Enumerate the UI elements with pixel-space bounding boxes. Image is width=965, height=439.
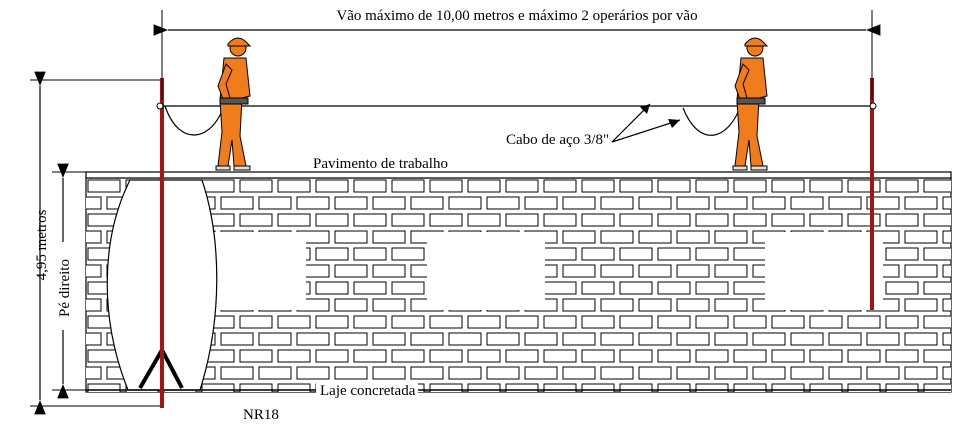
brick [373,367,405,379]
brick [335,197,367,209]
brick [886,248,918,260]
brick [316,316,348,328]
brick [715,299,747,311]
worker-boot-right [234,166,250,170]
brick [848,316,880,328]
brick [715,333,747,345]
brick [88,180,120,192]
brick [392,248,424,260]
brick [506,316,538,328]
brick [430,316,462,328]
brick [696,248,728,260]
worker-harness-belt [220,98,248,104]
brick [69,231,101,243]
brick [696,316,728,328]
brick [905,231,937,243]
brick [943,197,965,209]
brick [316,350,348,362]
brick [848,214,880,226]
brick-wall [69,172,965,396]
brick [848,180,880,192]
brick [639,333,671,345]
ceiling-label: Pé direito [57,259,73,317]
brick [734,350,766,362]
brick [829,197,861,209]
brick [753,367,785,379]
brick [316,248,348,260]
brick [639,197,671,209]
brick [335,231,367,243]
brick [677,231,709,243]
brick [582,180,614,192]
brick [829,333,861,345]
brick [696,282,728,294]
brick [582,214,614,226]
brick [943,265,965,277]
brick [620,248,652,260]
brick [506,180,538,192]
brick [354,214,386,226]
brick [354,248,386,260]
brick [677,265,709,277]
work-floor-slab [86,172,951,178]
cable-anchor-left [157,103,163,109]
brick [487,367,519,379]
brick [259,333,291,345]
brick [316,282,348,294]
brick [373,197,405,209]
brick [791,367,823,379]
brick [240,214,272,226]
brick [335,333,367,345]
brick [639,231,671,243]
brick [240,350,272,362]
brick [905,197,937,209]
brick [449,367,481,379]
brick [658,316,690,328]
brick [601,367,633,379]
brick [506,214,538,226]
brick [468,214,500,226]
brick [639,367,671,379]
brick [886,316,918,328]
brick [373,299,405,311]
brick [620,350,652,362]
brick [411,197,443,209]
cable-label: Cabo de aço 3/8" [506,132,610,148]
brick [221,333,253,345]
brick [544,248,576,260]
brick [848,350,880,362]
brick [639,299,671,311]
norm-label: NR18 [243,407,279,423]
brick [943,299,965,311]
brick [734,248,766,260]
brick [620,316,652,328]
brick [525,367,557,379]
brick [392,316,424,328]
brick [525,333,557,345]
brick [544,316,576,328]
brick [715,265,747,277]
worker-2 [733,38,767,170]
worker-1 [216,38,250,170]
brick [582,282,614,294]
brick [278,180,310,192]
brick [905,367,937,379]
brick [658,214,690,226]
brick [658,248,690,260]
height-label: 4,95 metros [34,209,50,281]
brick [867,367,899,379]
brick [601,265,633,277]
wall-opening-3 [765,232,883,310]
brick [430,350,462,362]
brick [696,350,728,362]
brick [468,180,500,192]
lanyard-worker-1 [165,102,225,135]
brick [335,367,367,379]
worker-helmet [745,38,767,46]
brick [354,350,386,362]
brick [696,180,728,192]
brick [620,180,652,192]
wall-opening-2 [427,232,545,310]
worker-helmet [228,38,250,46]
lanyard-worker-2 [683,102,742,135]
brick [772,350,804,362]
cable-anchor-right [870,103,876,109]
brick [354,282,386,294]
span-label: Vão máximo de 10,00 metros e máximo 2 operários por vão [336,8,698,24]
worker-harness-belt [737,98,765,104]
brick [468,316,500,328]
brick [316,214,348,226]
brick [772,214,804,226]
brick [905,333,937,345]
brick [392,350,424,362]
brick [335,299,367,311]
brick [468,350,500,362]
brick [411,333,443,345]
brick [373,265,405,277]
brick [867,333,899,345]
brick [297,333,329,345]
brick [772,180,804,192]
brick [69,299,101,311]
brick [221,367,253,379]
brick [601,299,633,311]
brick [772,316,804,328]
brick [658,282,690,294]
brick [715,231,747,243]
brick [563,367,595,379]
brick [354,316,386,328]
brick [544,350,576,362]
brick [316,180,348,192]
brick [354,180,386,192]
slab-label: Laje concretada [320,383,416,399]
brick [373,333,405,345]
brick [563,299,595,311]
brick [829,367,861,379]
brick [734,282,766,294]
brick [506,350,538,362]
brick [734,214,766,226]
brick [259,197,291,209]
brick [810,316,842,328]
brick [449,197,481,209]
worker-boot-left [733,166,747,170]
brick [658,350,690,362]
brick [392,214,424,226]
brick [943,367,965,379]
brick [259,367,291,379]
brick [525,197,557,209]
brick [240,180,272,192]
brick [240,316,272,328]
brick [601,231,633,243]
brick [278,316,310,328]
brick [810,214,842,226]
brick [734,180,766,192]
brick [430,180,462,192]
brick [810,350,842,362]
brick [563,265,595,277]
brick [677,367,709,379]
brick [582,316,614,328]
brick [810,180,842,192]
brick [544,282,576,294]
brick [715,197,747,209]
brick [563,231,595,243]
brick [69,197,101,209]
brick [392,282,424,294]
work-floor-label: Pavimento de trabalho [313,156,448,172]
brick [639,265,671,277]
worker-boot-left [216,166,230,170]
brick [943,231,965,243]
brick [278,214,310,226]
brick [886,282,918,294]
brick [905,299,937,311]
brick [69,333,101,345]
brick [601,197,633,209]
brick [392,180,424,192]
brick [620,282,652,294]
brick [202,180,234,192]
brick [69,367,101,379]
brick [696,214,728,226]
brick [886,180,918,192]
brick [620,214,652,226]
brick [943,333,965,345]
brick [544,214,576,226]
brick [601,333,633,345]
brick [297,367,329,379]
brick [753,333,785,345]
brick [753,197,785,209]
brick [582,248,614,260]
brick [715,367,747,379]
brick [734,316,766,328]
brick [886,350,918,362]
brick [297,197,329,209]
brick [677,197,709,209]
brick [905,265,937,277]
brick [658,180,690,192]
brick [677,333,709,345]
brick [487,333,519,345]
brick [487,197,519,209]
brick [335,265,367,277]
wall-opening-1 [208,232,306,310]
brick [449,333,481,345]
brick [221,197,253,209]
brick [677,299,709,311]
brick [430,214,462,226]
worker-boot-right [751,166,767,170]
brick [373,231,405,243]
brick [582,350,614,362]
brick [278,350,310,362]
brick [791,197,823,209]
brick [886,214,918,226]
brick [69,265,101,277]
brick [411,367,443,379]
brick [791,333,823,345]
brick [563,197,595,209]
brick [563,333,595,345]
brick [544,180,576,192]
